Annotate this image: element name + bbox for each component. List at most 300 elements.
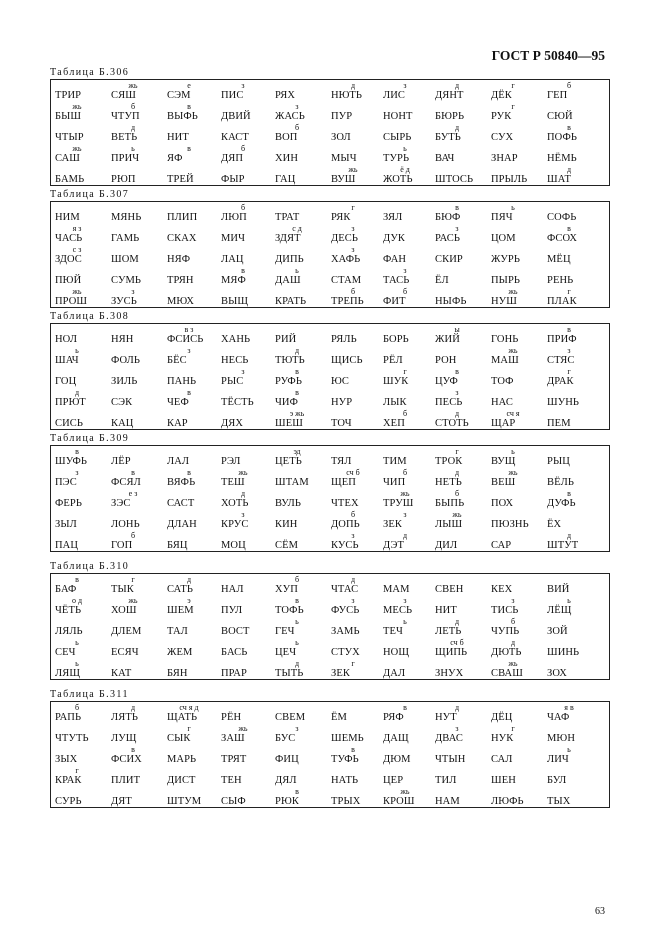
cell-word: ТРОК (435, 456, 463, 467)
table-cell (221, 204, 277, 225)
cell-superscript: з (75, 468, 79, 477)
table-cell (221, 124, 277, 145)
table-row (51, 448, 609, 469)
table-cell (331, 166, 387, 187)
cell-superscript: в з (184, 325, 194, 334)
table-cell (167, 124, 223, 145)
cell-word: ЗОЛ (331, 132, 351, 143)
table-cell (111, 511, 167, 532)
cell-superscript: ё д (400, 165, 410, 174)
cell-word: ДРАК (547, 376, 574, 387)
cell-word: СКАХ (167, 233, 197, 244)
table-row (51, 410, 609, 431)
cell-word: ФЫР (221, 174, 245, 185)
cell-superscript: д (240, 489, 246, 498)
table-row (51, 511, 609, 532)
table-cell (221, 746, 277, 767)
cell-superscript: д (294, 659, 300, 668)
cell-word: ДЮТЬ (491, 647, 522, 658)
cell-word: РУФЬ (275, 376, 302, 387)
cell-superscript: в (187, 388, 191, 397)
cell-superscript: б (294, 123, 300, 132)
cell-superscript: жь (72, 144, 82, 153)
cell-word: ТАСЬ (383, 275, 410, 286)
table-cell (55, 639, 111, 660)
cell-word: РЫС (221, 376, 244, 387)
cell-superscript: в (567, 325, 571, 334)
cell-word: ВЫЩ (221, 296, 249, 307)
table-cell (383, 225, 439, 246)
cell-word: ЖЕМ (167, 647, 193, 658)
cell-word: ДЯЛ (275, 775, 297, 786)
cell-word: ПЕСЬ (435, 397, 463, 408)
table-block (50, 66, 610, 186)
table-cell (435, 166, 491, 187)
table-cell (55, 368, 111, 389)
table-cell (491, 166, 547, 187)
cell-word: ПРАР (221, 668, 247, 679)
cell-superscript: д (350, 575, 356, 584)
table-cell (221, 448, 277, 469)
table-cell (547, 145, 603, 166)
cell-word: ЁМ (331, 712, 347, 723)
table-cell (55, 576, 111, 597)
cell-word: ТЮТЬ (275, 355, 305, 366)
table-cell (547, 204, 603, 225)
cell-word: КИН (275, 519, 298, 530)
table-cell (275, 225, 331, 246)
table-row (51, 145, 609, 166)
table-cell (331, 511, 387, 532)
table-cell (435, 469, 491, 490)
table-cell (547, 103, 603, 124)
cell-word: КУСЬ (331, 540, 359, 551)
cell-word: СВАШ (491, 668, 523, 679)
table-cell (275, 788, 331, 809)
table-cell (331, 288, 387, 309)
cell-word: ДЯХ (221, 418, 244, 429)
table-cell (331, 225, 387, 246)
table-cell (167, 204, 223, 225)
table-cell (275, 204, 331, 225)
table-cell (167, 576, 223, 597)
table-cell (167, 389, 223, 410)
table-cell (55, 511, 111, 532)
cell-word: ДЯП (221, 153, 244, 164)
table-row (51, 204, 609, 225)
cell-word: ТИСЬ (491, 605, 519, 616)
cell-word: ЗИЛЬ (111, 376, 138, 387)
table-cell (111, 410, 167, 431)
cell-word: КРУС (221, 519, 249, 530)
table-row (51, 788, 609, 809)
table-cell (221, 618, 277, 639)
table-cell (435, 511, 491, 532)
table-cell (275, 448, 331, 469)
table-cell (547, 532, 603, 553)
cell-word: ХИН (275, 153, 299, 164)
table-cell (491, 469, 547, 490)
table-cell (331, 347, 387, 368)
cell-superscript: с з (72, 245, 82, 254)
cell-word: ТУФЬ (331, 754, 359, 765)
table-cell (55, 103, 111, 124)
cell-word: ПЮЙ (55, 275, 82, 286)
cell-superscript: эд (293, 447, 301, 456)
cell-superscript: г (351, 659, 355, 668)
table-cell (331, 490, 387, 511)
table-row (51, 532, 609, 553)
cell-word: СТУХ (331, 647, 360, 658)
table-cell (547, 225, 603, 246)
table-cell (331, 246, 387, 267)
cell-superscript: г (75, 766, 79, 775)
cell-word: ПРИФ (547, 334, 577, 345)
cell-word: ЩИСЬ (331, 355, 363, 366)
table-box (50, 573, 610, 680)
table-cell (491, 145, 547, 166)
cell-superscript: з (351, 596, 355, 605)
cell-word: ЛОНЬ (111, 519, 140, 530)
cell-word: МАРЬ (167, 754, 197, 765)
table-cell (435, 618, 491, 639)
table-cell (221, 660, 277, 681)
cell-word: НЫФЬ (435, 296, 467, 307)
table-cell (275, 618, 331, 639)
cell-superscript: г (511, 102, 515, 111)
table-cell (491, 788, 547, 809)
table-cell (221, 767, 277, 788)
table-cell (383, 511, 439, 532)
cell-superscript: я в (564, 703, 574, 712)
table-cell (111, 267, 167, 288)
table-cell (167, 288, 223, 309)
cell-word: ГАЦ (275, 174, 296, 185)
cell-superscript: ь (511, 203, 515, 212)
table-cell (491, 204, 547, 225)
table-row (51, 389, 609, 410)
table-cell (331, 788, 387, 809)
table-cell (111, 618, 167, 639)
cell-word: БУЛ (547, 775, 567, 786)
table-cell (383, 124, 439, 145)
cell-word: ПРОШ (55, 296, 88, 307)
cell-word: НИТ (435, 605, 457, 616)
table-cell (55, 746, 111, 767)
table-cell (275, 246, 331, 267)
cell-superscript: жь (508, 346, 518, 355)
table-cell (331, 267, 387, 288)
cell-superscript: г (351, 203, 355, 212)
cell-superscript: з (403, 81, 407, 90)
table-block (50, 310, 610, 430)
cell-word: ДИПЬ (275, 254, 304, 265)
cell-superscript: в (567, 489, 571, 498)
table-cell (491, 347, 547, 368)
table-cell (275, 660, 331, 681)
table-cell (331, 103, 387, 124)
table-box (50, 201, 610, 308)
table-cell (435, 288, 491, 309)
cell-superscript: з (511, 596, 515, 605)
cell-superscript: ы (454, 325, 460, 334)
cell-word: БЯЦ (167, 540, 188, 551)
table-cell (275, 490, 331, 511)
cell-word: ШТАМ (275, 477, 309, 488)
table-cell (221, 532, 277, 553)
table-row (51, 746, 609, 767)
cell-word: ВЕТЬ (111, 132, 138, 143)
table-cell (275, 576, 331, 597)
cell-word: ГЕП (547, 90, 568, 101)
table-cell (55, 288, 111, 309)
cell-word: ФУСЬ (331, 605, 360, 616)
table-block (50, 560, 610, 680)
cell-word: СЫК (167, 733, 191, 744)
cell-word: ТАЛ (167, 626, 188, 637)
cell-word: ЯФ (167, 153, 183, 164)
cell-word: ПРЫЛЬ (491, 174, 528, 185)
cell-superscript: ь (75, 659, 79, 668)
table-cell (275, 597, 331, 618)
cell-word: ЗЕК (331, 668, 350, 679)
table-cell (167, 267, 223, 288)
cell-word: ЧАФ (547, 712, 570, 723)
cell-word: ПЛИП (167, 212, 198, 223)
cell-superscript: жь (400, 787, 410, 796)
cell-word: РЯК (331, 212, 351, 223)
cell-word: НИТ (167, 132, 189, 143)
cell-word: МАМ (383, 584, 410, 595)
table-cell (331, 389, 387, 410)
table-cell (221, 725, 277, 746)
table-cell (331, 532, 387, 553)
cell-word: ЖАСЬ (275, 111, 305, 122)
table-cell (491, 267, 547, 288)
table-row (51, 246, 609, 267)
table-cell (275, 389, 331, 410)
cell-superscript: в (295, 787, 299, 796)
cell-word: ЗНАР (491, 153, 518, 164)
cell-word: БЯН (167, 668, 188, 679)
cell-word: ЦЕЧ (275, 647, 297, 658)
cell-word: ВЫФЬ (167, 111, 198, 122)
table-cell (55, 82, 111, 103)
table-cell (111, 490, 167, 511)
cell-word: БЫШ (55, 111, 82, 122)
table-cell (275, 368, 331, 389)
table-title: Таблица Б.309 (50, 433, 130, 444)
table-cell (547, 639, 603, 660)
cell-superscript: б (510, 617, 516, 626)
table-cell (547, 725, 603, 746)
cell-word: ЗНУХ (435, 668, 464, 679)
cell-word: ВЯФЬ (167, 477, 196, 488)
cell-word: ДИСТ (167, 775, 196, 786)
cell-word: ЧИФ (275, 397, 299, 408)
cell-word: НЕТЬ (435, 477, 462, 488)
cell-word: ХОТЬ (221, 498, 249, 509)
table-cell (383, 145, 439, 166)
cell-word: ПУЛ (221, 605, 243, 616)
cell-word: НУШ (491, 296, 517, 307)
table-cell (435, 82, 491, 103)
cell-word: РУК (491, 111, 512, 122)
cell-superscript: я з (72, 224, 82, 233)
cell-superscript: в (295, 388, 299, 397)
cell-word: РОН (435, 355, 457, 366)
cell-word: РЯФ (383, 712, 404, 723)
table-cell (331, 704, 387, 725)
table-cell (491, 368, 547, 389)
table-cell (383, 389, 439, 410)
table-row (51, 82, 609, 103)
cell-superscript: з (295, 102, 299, 111)
cell-superscript: д (402, 531, 408, 540)
cell-word: ПАНЬ (167, 376, 197, 387)
table-cell (167, 246, 223, 267)
table-cell (547, 469, 603, 490)
table-cell (167, 597, 223, 618)
table-cell (547, 490, 603, 511)
cell-superscript: ь (403, 617, 407, 626)
cell-word: ГОП (111, 540, 133, 551)
table-cell (55, 448, 111, 469)
table-cell (331, 618, 387, 639)
cell-word: ЩАТЬ (167, 712, 198, 723)
cell-superscript: д (510, 638, 516, 647)
table-cell (275, 347, 331, 368)
cell-word: ГОЦ (55, 376, 77, 387)
table-cell (331, 204, 387, 225)
table-cell (55, 326, 111, 347)
cell-superscript: з (403, 596, 407, 605)
table-cell (111, 448, 167, 469)
cell-word: СЯШ (111, 90, 136, 101)
cell-word: ВОП (275, 132, 298, 143)
table-cell (491, 326, 547, 347)
cell-superscript: ь (295, 617, 299, 626)
table-cell (435, 103, 491, 124)
cell-superscript: г (187, 724, 191, 733)
cell-word: ДЯНТ (435, 90, 464, 101)
table-cell (435, 660, 491, 681)
table-cell (547, 347, 603, 368)
table-cell (55, 660, 111, 681)
table-cell (547, 166, 603, 187)
cell-superscript: г (511, 724, 515, 733)
cell-word: ФСЯЛ (111, 477, 141, 488)
table-cell (221, 704, 277, 725)
table-cell (491, 725, 547, 746)
table-cell (275, 704, 331, 725)
table-cell (383, 410, 439, 431)
cell-word: ЧАСЬ (55, 233, 83, 244)
cell-word: ТРЕПЬ (331, 296, 364, 307)
table-cell (167, 660, 223, 681)
cell-word: ШТУТ (547, 540, 579, 551)
cell-word: ТИЛ (435, 775, 457, 786)
table-cell (55, 267, 111, 288)
table-cell (221, 225, 277, 246)
table-row (51, 267, 609, 288)
cell-superscript: жь (238, 724, 248, 733)
cell-word: МЫЧ (331, 153, 357, 164)
table-row (51, 597, 609, 618)
cell-superscript: б (350, 287, 356, 296)
table-cell (55, 410, 111, 431)
table-cell (275, 124, 331, 145)
table-cell (275, 469, 331, 490)
cell-word: ЗДОС (55, 254, 82, 265)
cell-superscript: в (567, 123, 571, 132)
cell-word: РЯЛЬ (331, 334, 357, 345)
table-cell (221, 82, 277, 103)
table-cell (383, 448, 439, 469)
table-cell (547, 124, 603, 145)
cell-word: СТЯС (547, 355, 575, 366)
table-cell (435, 368, 491, 389)
cell-word: САШ (55, 153, 80, 164)
table-cell (221, 347, 277, 368)
cell-word: ДАЛ (383, 668, 406, 679)
cell-word: МЯНЬ (111, 212, 142, 223)
cell-word: ЛЫК (383, 397, 407, 408)
cell-word: ГЕЧ (275, 626, 295, 637)
table-cell (383, 267, 439, 288)
cell-word: ВУЩ (491, 456, 516, 467)
table-cell (55, 389, 111, 410)
cell-word: НУК (491, 733, 514, 744)
table-cell (55, 166, 111, 187)
cell-word: ТРЫХ (331, 796, 361, 807)
table-cell (55, 469, 111, 490)
cell-word: ЗЭС (111, 498, 131, 509)
table-row (51, 166, 609, 187)
table-cell (383, 166, 439, 187)
table-cell (547, 660, 603, 681)
cell-word: ЛЁР (111, 456, 131, 467)
table-cell (383, 532, 439, 553)
cell-word: ТИМ (383, 456, 407, 467)
cell-superscript: в (75, 447, 79, 456)
cell-superscript: з (351, 531, 355, 540)
table-cell (331, 82, 387, 103)
cell-word: ТЫК (111, 584, 134, 595)
table-cell (435, 576, 491, 597)
table-cell (491, 246, 547, 267)
cell-word: НОНТ (383, 111, 413, 122)
cell-word: ПЭС (55, 477, 77, 488)
cell-word: СУРЬ (55, 796, 82, 807)
page-number: 63 (595, 906, 605, 917)
table-cell (167, 511, 223, 532)
cell-superscript: жь (238, 468, 248, 477)
cell-word: ФЕРЬ (55, 498, 82, 509)
cell-superscript: б (74, 703, 80, 712)
table-cell (167, 410, 223, 431)
cell-superscript: ь (567, 745, 571, 754)
cell-word: ДЛАН (167, 519, 197, 530)
table-cell (111, 660, 167, 681)
cell-superscript: в (241, 266, 245, 275)
table-cell (55, 225, 111, 246)
cell-superscript: б (130, 531, 136, 540)
cell-superscript: з (131, 287, 135, 296)
cell-word: ВЕШ (491, 477, 516, 488)
table-cell (275, 267, 331, 288)
cell-word: ЗДЯТ (275, 233, 301, 244)
